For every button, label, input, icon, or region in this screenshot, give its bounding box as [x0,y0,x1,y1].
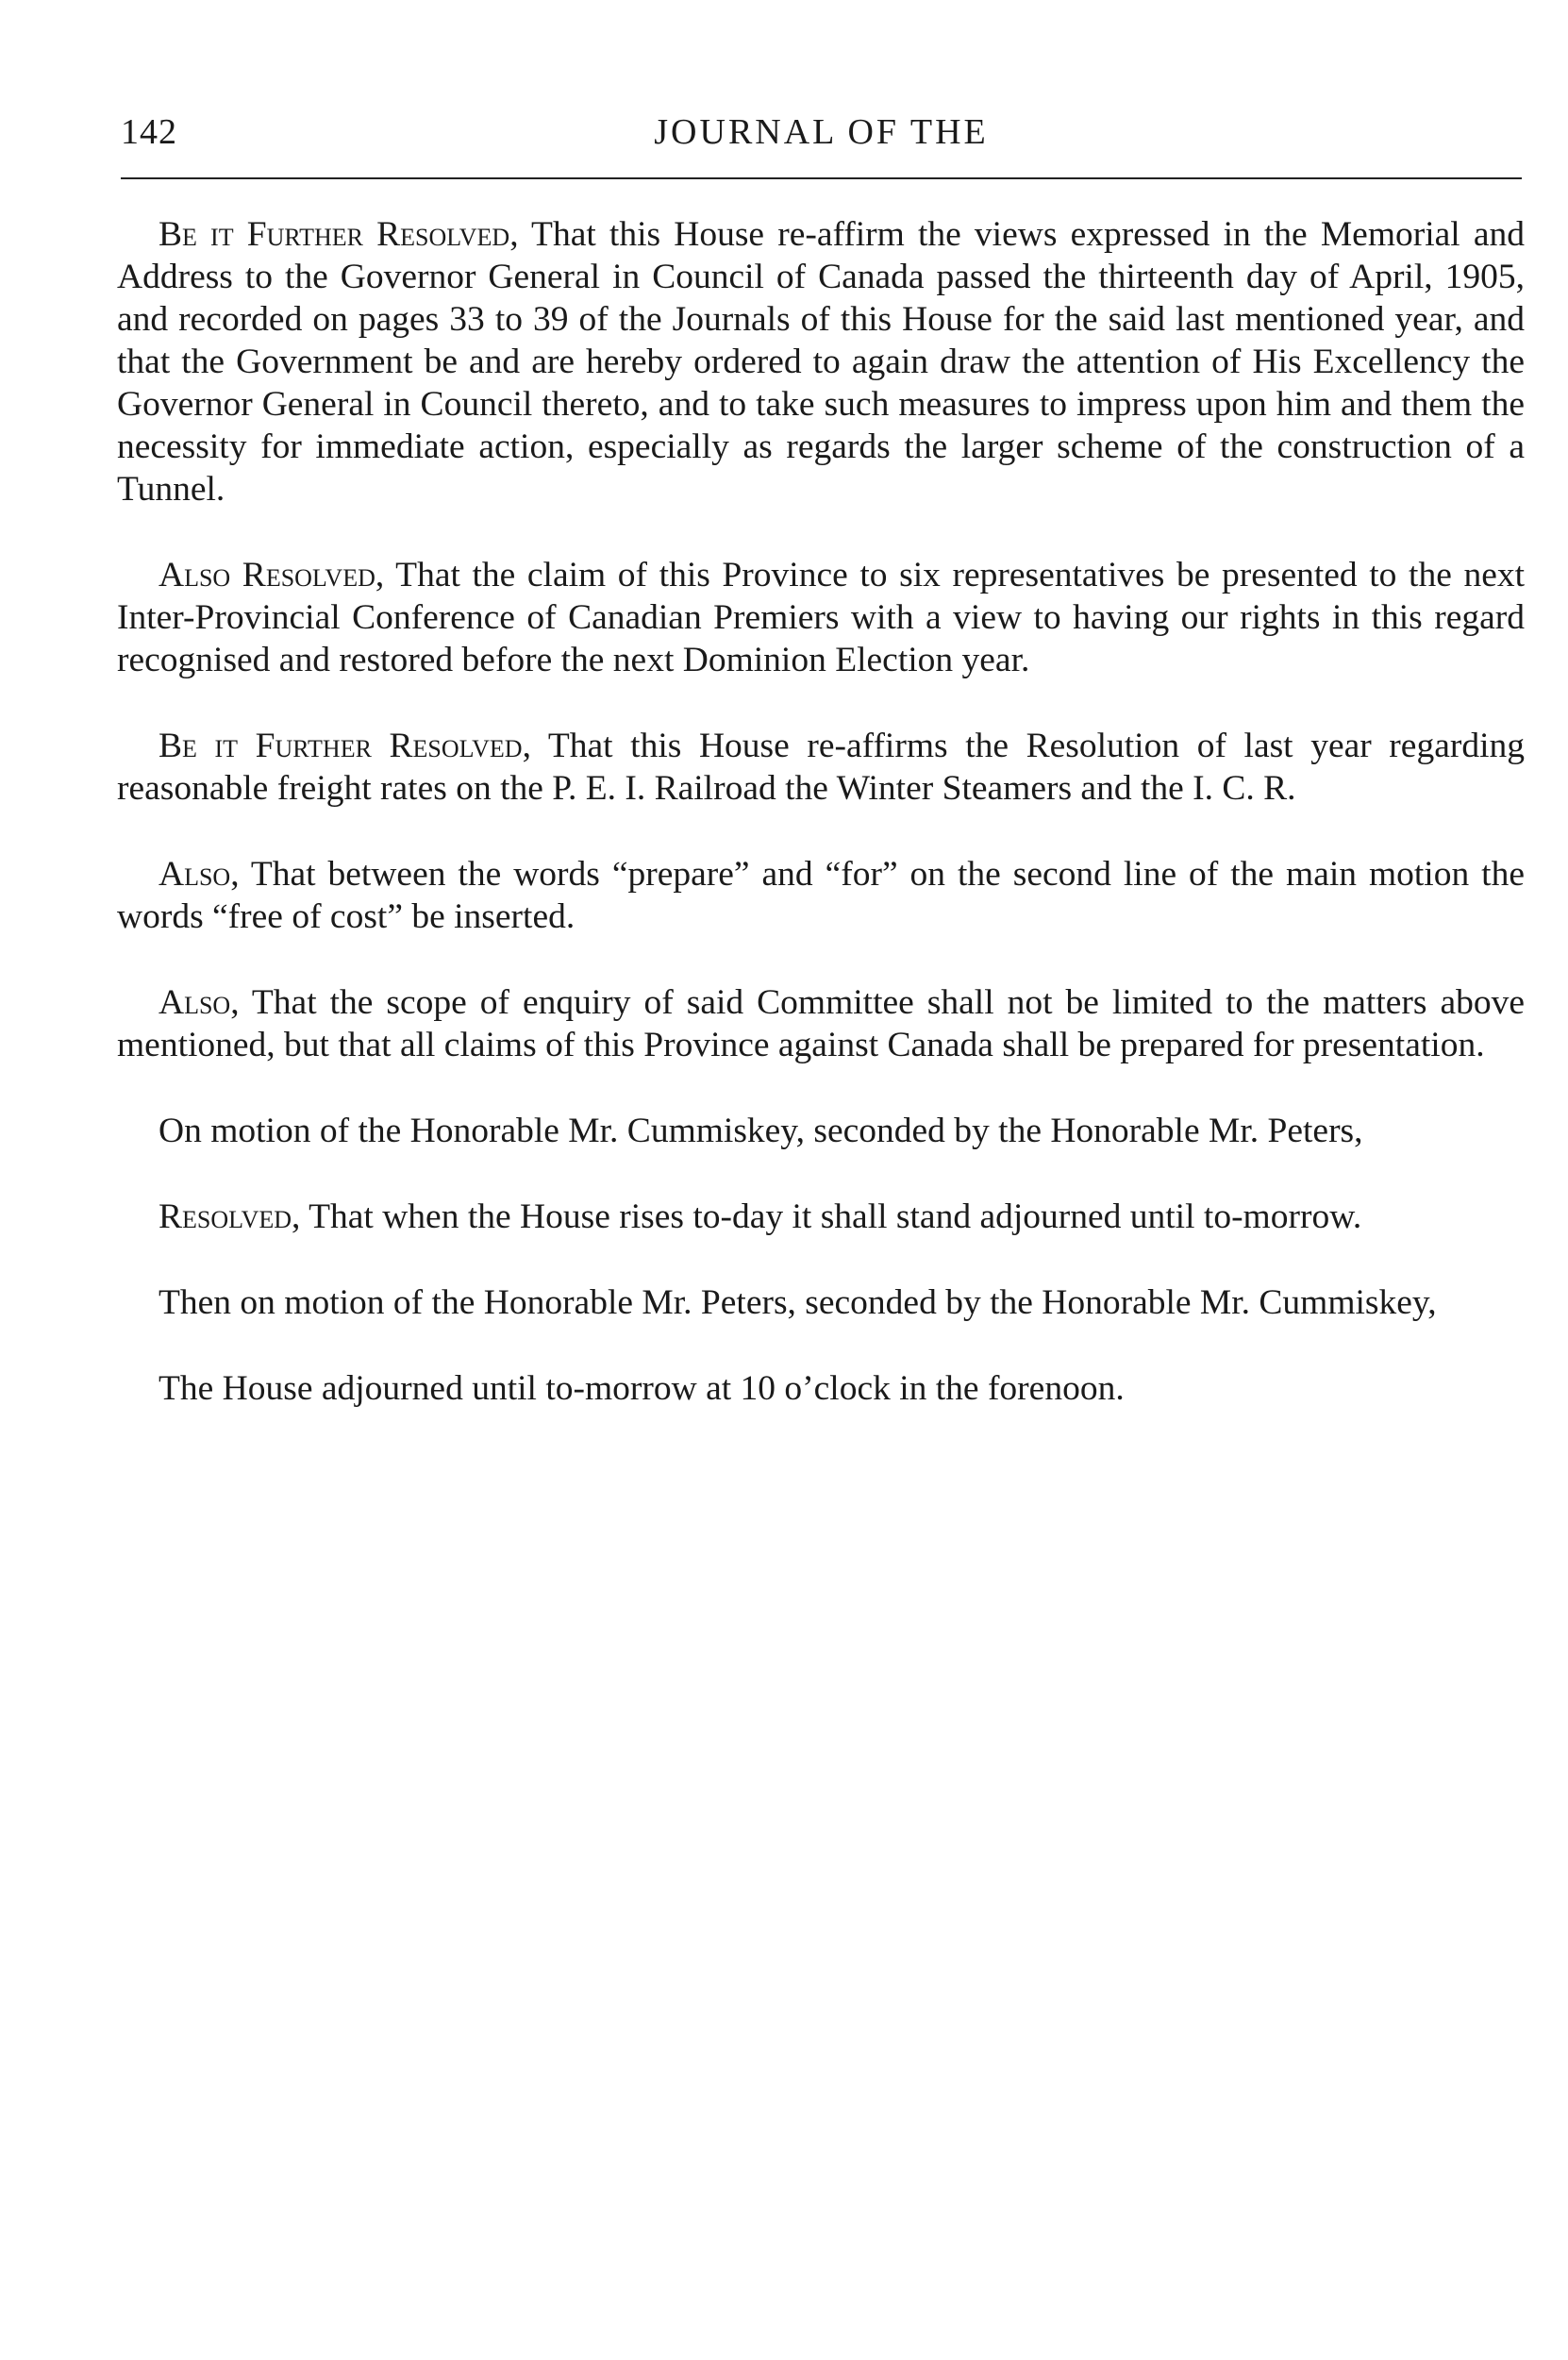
paragraph-text: The House adjourned until to-morrow at 10 o’clock in the forenoon. [158,1369,1125,1408]
header-rule [121,177,1522,179]
paragraph-text: That this House re-affirm the views expressed in the Memorial and Address to the Governor General in Council of Canada passed the thirteenth day of April, 1905, and recorded on pages 33 to 39 of the Journals of this House for the said last mentioned year, and that the Government be and are hereby ordered to again draw the attention of His Excellency the Governor General in Council thereto, and to take such measures to impress upon him and them the necessity for immediate action, especially as regards the larger scheme of the construction of a Tunnel. [117,215,1525,509]
paragraph-lead: Be it Further Resolved, [158,727,531,765]
paragraph-house-adjourned [117,1367,1525,1410]
paragraph-motion-peters [117,1281,1525,1324]
paragraph-further-resolved-tunnel [117,213,1525,510]
paragraph-text: Then on motion of the Honorable Mr. Peters, seconded by the Honorable Mr. Cummiskey, [158,1283,1437,1322]
paragraph-text: That when the House rises to-day it shall stand adjourned until to-morrow. [300,1197,1362,1236]
paragraph-also-scope-of-enquiry [117,981,1525,1066]
paragraph-text: That the scope of enquiry of said Committee shall not be limited to the matters above mentioned, but that all claims of this Province against Canada shall be prepared for presentation. [117,983,1525,1064]
paragraph-further-resolved-freight [117,725,1525,810]
paragraph-lead: Also, [158,855,240,894]
paragraph-text: That the claim of this Province to six representatives be presented to the next Inter-Provincial Conference of Canadian Premiers with a view to having our rights in this regard recognised and restored before the next Dominion Election year. [117,556,1526,679]
paragraph-lead: Resolved, [158,1197,301,1236]
paragraph-text: That this House re-affirms the Resolution of last year regarding reasonable freight rates on the P. E. I. Railroad the Winter Steamers and the I. C. R. [117,727,1525,808]
running-head: JOURNAL OF THE [654,112,989,152]
paragraph-resolved-adjourn [117,1196,1525,1238]
paragraph-lead: Be it Further Resolved, [158,215,519,254]
paragraph-also-resolved-representatives [117,554,1525,681]
paragraph-motion-cummiskey [117,1110,1525,1152]
paragraph-lead: Also Resolved, [158,556,385,594]
paragraph-lead: Also, [158,983,240,1022]
page-number: 142 [121,112,177,152]
page-header [121,111,1522,159]
paragraph-text: That between the words “prepare” and “for” on the second line of the main motion the words “free of cost” be inserted. [117,855,1525,936]
paragraph-text: On motion of the Honorable Mr. Cummiskey, seconded by the Honorable Mr. Peters, [158,1112,1363,1150]
paragraph-also-free-of-cost [117,853,1525,938]
body-text [117,213,1525,1453]
